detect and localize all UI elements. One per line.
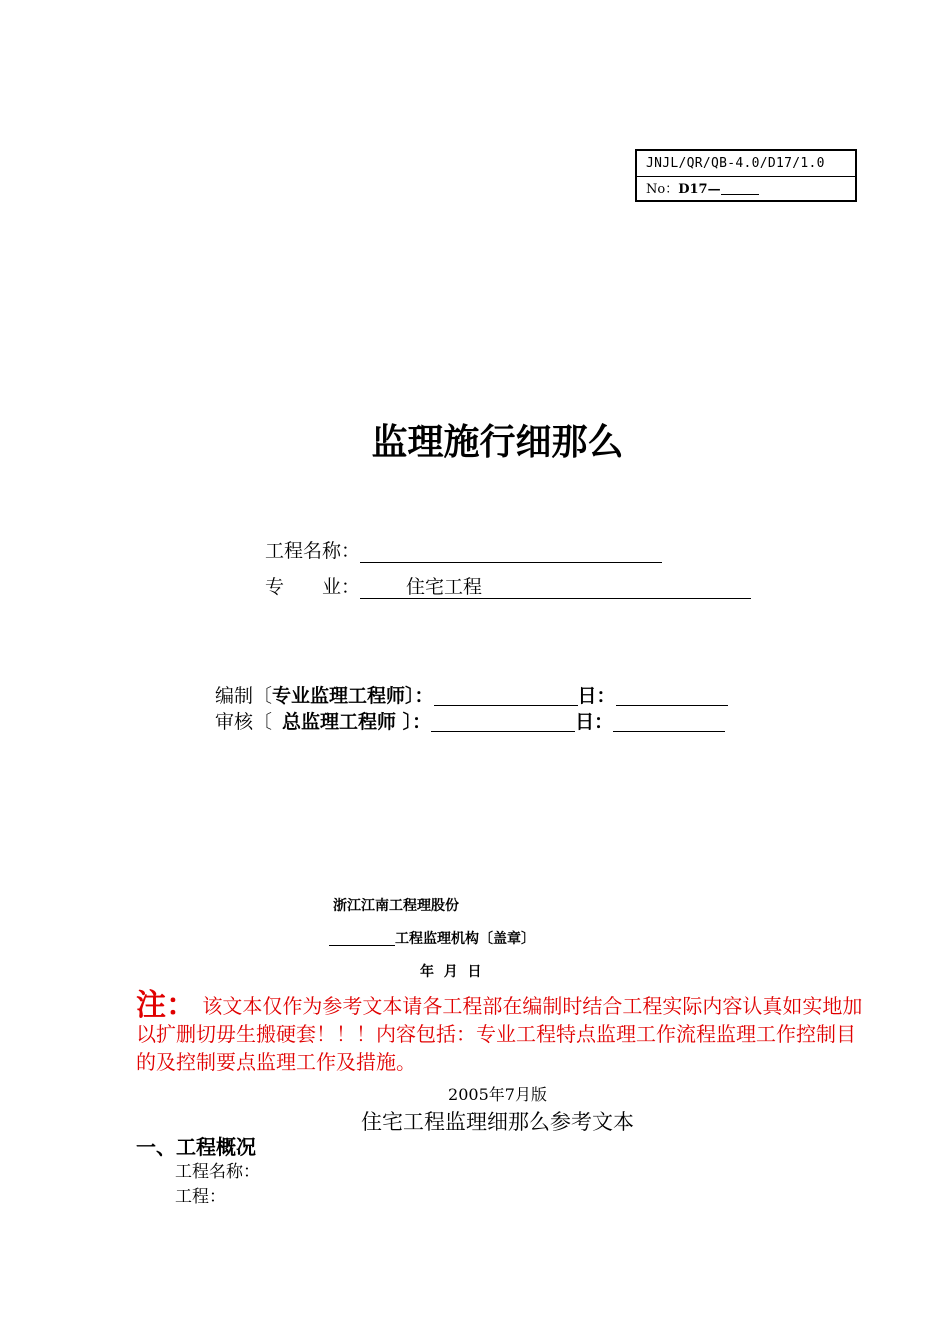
note-paragraph <box>136 988 866 1076</box>
reference-title: 住宅工程监理细那么参考文本 <box>361 1110 634 1134</box>
compile-signature-row <box>215 683 728 709</box>
note-text: 该文本仅作为参考文本请各工程部在编制时结合工程实际内容认真如实地加以扩删切毋生搬硬套！！！内容包括：专业工程特点监理工作流程监理工作控制目的及控制要点监理工作及措施。 <box>136 994 863 1074</box>
compile-signature-blank <box>434 683 578 706</box>
document-number <box>637 177 855 202</box>
section-item-project-name: 工程名称： <box>175 1162 260 1182</box>
agency-row <box>329 929 535 949</box>
review-date-blank <box>613 709 725 732</box>
agency-label: 工程监理机构〔盖章〕 <box>395 931 535 947</box>
project-name-field <box>265 538 662 564</box>
main-title: 监理施行细那么 <box>371 422 624 463</box>
specialty-label: 专 业： <box>265 576 361 598</box>
document-number-value: D17— <box>678 182 721 197</box>
review-role: 总监理工程师 〕： <box>282 711 432 733</box>
document-number-blank <box>721 180 759 195</box>
date-line: 年 月 日 <box>420 964 482 980</box>
company-name: 浙江江南工程理股份 <box>333 898 459 914</box>
note-lead: 注： <box>136 988 196 1023</box>
agency-blank <box>329 929 395 946</box>
project-name-label: 工程名称： <box>265 540 361 562</box>
section-heading: 一、工程概况 <box>136 1135 256 1159</box>
review-date-label: 日： <box>575 711 614 733</box>
document-code-box <box>635 149 857 202</box>
review-signature-row <box>215 709 725 735</box>
document-code: JNJL/QR/QB-4.0/D17/1.0 <box>637 151 855 177</box>
compile-date-label: 日： <box>577 685 616 707</box>
section-item-project: 工程： <box>175 1187 226 1207</box>
review-signature-blank <box>431 709 575 732</box>
compile-role: 专业监理工程师〕： <box>272 685 434 707</box>
project-name-blank <box>360 538 662 563</box>
compile-date-blank <box>616 683 728 706</box>
compile-label: 编制〔 <box>215 685 273 707</box>
document-number-prefix: No： <box>646 182 679 197</box>
specialty-field <box>265 574 751 600</box>
specialty-value: 住宅工程 <box>406 576 483 598</box>
review-label: 审核〔 <box>215 711 273 733</box>
specialty-value-line <box>360 574 751 599</box>
version-text: 2005年7月版 <box>448 1085 547 1104</box>
